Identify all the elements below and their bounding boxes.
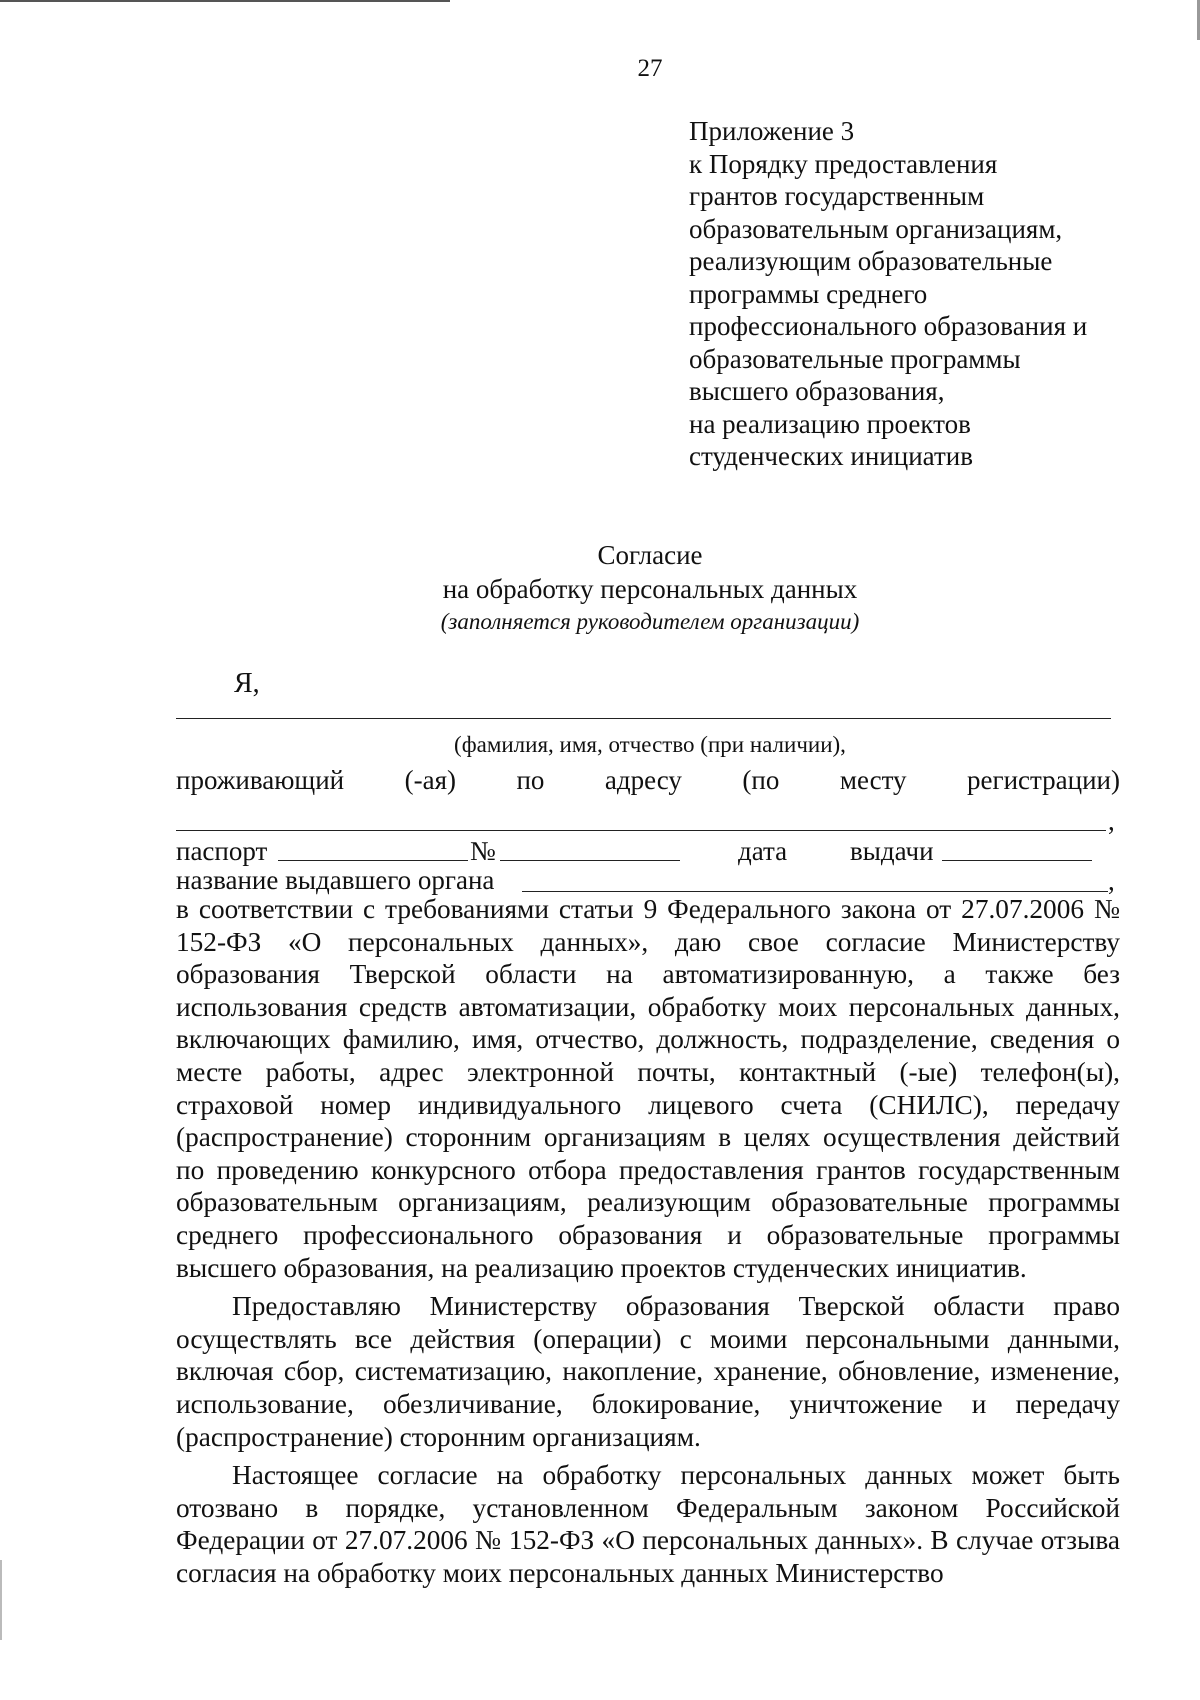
appendix-line: к Порядку предоставления (689, 148, 998, 179)
appendix-line: студенческих инициатив (689, 441, 973, 471)
issue-date-label: дата (738, 836, 788, 866)
address-comma: , (1108, 806, 1115, 836)
consent-paragraph: Предоставляю Министерству образования Тверской области право осуществлять все действия (операции) с моими персональными данными, включая сбор, систематизацию, накопление, хранение, обновление, изменение, использование, обезличивание, блокирование, уничтожение и передачу (распространение) сторонним организациям. (176, 1291, 1120, 1452)
consent-paragraph: Настоящее согласие на обработку персональных данных может быть отозвано в порядке, установленном Федеральным законом Российской Федерации от 27.07.2006 № 152-ФЗ «О персональных данных». В случае отзыва согласия на обработку моих персональных данных Министерство (176, 1460, 1120, 1588)
passport-number-blank[interactable] (500, 860, 680, 861)
consent-paragraph: в соответствии с требованиями статьи 9 Федерального закона от 27.07.2006 № 152-ФЗ «О персональных данных», даю свое согласие Министерству образования Тверской области на автоматизированную, а также без использования средств автоматизации, обработку моих персональных данных, включающих фамилию, имя, отчество, должность, подразделение, сведения о месте работы, адрес электронной почты, контактный (-ые) телефон(ы), страховой номер индивидуального лицевого счета (СНИЛС), передачу (распространение) сторонним организациям в целях осуществления действий по проведению конкурсного отбора предоставления грантов государственным образовательным организациям, реализующим образовательные программы среднего профессионального образования и образовательные программы высшего образования, на реализацию проектов студенческих инициатив. (176, 894, 1120, 1283)
scan-artifact-mark (0, 1560, 2, 1640)
issuer-comma: , (1108, 866, 1115, 896)
document-title: Согласие (597, 540, 703, 570)
passport-label: паспорт (176, 836, 268, 866)
appendix-line: реализующим образовательные (689, 246, 1053, 276)
document-subtitle: на обработку персональных данных (442, 574, 858, 604)
appendix-line: Приложение 3 (689, 116, 855, 146)
appendix-line: программы среднего (689, 278, 928, 309)
address-word: регистрации) (967, 765, 1120, 795)
scan-artifact-line (0, 0, 450, 2)
fio-blank-line[interactable] (176, 718, 1111, 719)
address-blank-line[interactable] (176, 830, 1106, 831)
appendix-line: профессионального образования и (689, 311, 1088, 341)
issuer-label: название выдавшего органа (176, 865, 495, 895)
passport-series-blank[interactable] (278, 860, 468, 861)
consent-body (176, 893, 1120, 1589)
address-word: месту (839, 765, 907, 795)
appendix-line: образовательные программы (689, 343, 1021, 374)
address-word: адресу (604, 765, 682, 795)
document-title-block (0, 538, 1200, 638)
fio-caption: (фамилия, имя, отчество (при наличии), (454, 732, 846, 757)
appendix-header (689, 115, 1087, 473)
issuer-blank[interactable] (522, 891, 1108, 892)
appendix-line: образовательным организациям, (689, 213, 1063, 244)
address-word: (по (742, 765, 780, 795)
page-number: 27 (637, 55, 663, 82)
address-row (176, 764, 1120, 796)
appendix-line: на реализацию проектов (689, 408, 971, 439)
address-word: по (516, 765, 545, 795)
address-word: (-ая) (404, 765, 456, 795)
appendix-line: высшего образования, (689, 376, 945, 406)
ya-label: Я, (234, 668, 260, 699)
passport-number-label: № (470, 836, 496, 866)
appendix-line: грантов государственным (689, 181, 985, 211)
issue-date-label: выдачи (850, 836, 934, 866)
fill-note: (заполняется руководителем организации) (440, 609, 860, 634)
issue-date-blank[interactable] (942, 860, 1092, 861)
address-word: проживающий (176, 765, 345, 795)
